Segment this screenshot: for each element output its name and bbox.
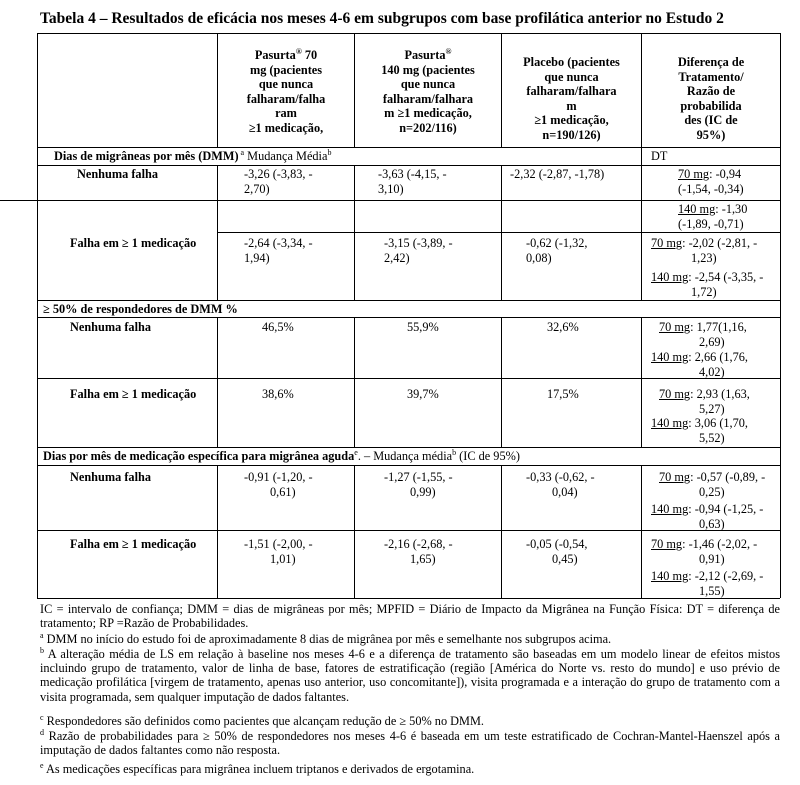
- table-title: Tabela 4 – Resultados de eficácia nos meses 4-6 em subgrupos com base profilática anterior no Estudo 2: [40, 10, 724, 27]
- section-dmm: Dias de migrâneas por mês (DMM) $^a$ Mudança Média$^b$: [54, 147, 332, 163]
- row-label: Nenhuma falha: [70, 320, 151, 334]
- header-difference: Diferença de Tratamento/ Razão de probabilida des (IC de 95%): [677, 55, 745, 142]
- cell-diff-140: 140 mg: 3,06 (1,70, 5,52): [651, 416, 749, 445]
- cell-value: -1,51 (-2,00, - 1,01): [244, 537, 313, 566]
- cell-diff-70: 70 mg: 2,93 (1,63, 5,27): [659, 387, 750, 416]
- cell-diff-140: 140 mg: -2,12 (-2,69, - 1,55): [651, 569, 764, 598]
- cell-value: 32,6%: [547, 320, 579, 334]
- cell-diff-70: 70 mg: -2,02 (-2,81, - 1,23): [651, 236, 758, 265]
- cell-value: 38,6%: [262, 387, 294, 401]
- cell-value: 55,9%: [407, 320, 439, 334]
- cell-value: -2,32 (-2,87, -1,78): [510, 167, 605, 181]
- cell-value: 39,7%: [407, 387, 439, 401]
- footnote-d: $^d$ Razão de probabilidades para ≥ 50% de respondedores nos meses 4-6 é baseada em um teste estratificado de Cochran-Mantel-Haenszel após a imputação de dados faltantes como não resposta.: [40, 727, 780, 758]
- cell-value: -0,91 (-1,20, - 0,61): [244, 470, 313, 499]
- row-label: Falha em ≥ 1 medicação: [70, 387, 197, 401]
- section-dmm-dt: DT: [651, 149, 668, 163]
- cell-value: -3,15 (-3,89, - 2,42): [384, 236, 453, 265]
- footnote-c: $^c$ Respondedores são definidos como pacientes que alcançam redução de ≥ 50% no DMM.: [40, 712, 484, 728]
- cell-diff-140: 140 mg: -0,94 (-1,25, - 0,63): [651, 502, 764, 531]
- cell-diff-140: 140 mg: -2,54 (-3,35, - 1,72): [651, 270, 764, 299]
- cell-value: -0,33 (-0,62, - 0,04): [526, 470, 595, 499]
- cell-value: 17,5%: [547, 387, 579, 401]
- row-label: Falha em ≥ 1 medicação: [70, 537, 197, 551]
- header-placebo: Placebo (pacientes que nunca falharam/falhara m ≥1 medicação, n=190/126): [523, 55, 620, 142]
- cell-value: -3,26 (-3,83, - 2,70): [244, 167, 313, 196]
- cell-value: -2,16 (-2,68, - 1,65): [384, 537, 453, 566]
- section-acute-medication: Dias por mês de medicação específica para migrânea aguda$^e$. – Mudança média$^b$ (IC de 95%): [43, 447, 520, 463]
- cell-value: 46,5%: [262, 320, 294, 334]
- footnote-b: $^b$ A alteração média de LS em relação à baseline nos meses 4-6 e a diferença de tratamento são baseadas em um modelo linear de efeitos mistos incluindo grupo de tratamento, valor de linha de base, fatores de estratificação (região [América do Norte vs. resto do mundo] e uso prévio de medicação profilática [virgem de tratamento, apenas uso anterior, uso concomitante]), visita programada e a interação do grupo de tratamento com a visita programada, sem qualquer imputação de dados faltantes.: [40, 645, 780, 704]
- cell-diff-140: 140 mg: 2,66 (1,76, 4,02): [651, 350, 749, 379]
- cell-diff-70: 70 mg: 1,77(1,16, 2,69): [659, 320, 747, 349]
- cell-value: -1,27 (-1,55, - 0,99): [384, 470, 453, 499]
- cell-diff-70: 70 mg: -0,94 (-1,54, -0,34): [678, 167, 744, 196]
- section-responders: ≥ 50% de respondedores de DMM %: [43, 302, 238, 316]
- footnote-e: $^e$ As medicações específicas para migrânea incluem triptanos e derivados de ergotamina.: [40, 760, 475, 776]
- cell-value: -0,62 (-1,32, 0,08): [526, 236, 588, 265]
- cell-value: -3,63 (-4,15, - 3,10): [378, 167, 447, 196]
- cell-value: -0,05 (-0,54, 0,45): [526, 537, 588, 566]
- header-pasurta-70: Pasurta® 70 mg (pacientes que nunca falharam/falha ram ≥1 medicação,: [246, 46, 326, 135]
- row-label: Nenhuma falha: [77, 167, 158, 181]
- footnote-a: $^a$ DMM no início do estudo foi de aproximadamente 8 dias de migrânea por mês e semelhante nos subgrupos acima.: [40, 630, 612, 646]
- cell-value: -2,64 (-3,34, - 1,94): [244, 236, 313, 265]
- footnote-abbreviations: IC = intervalo de confiança; DMM = dias de migrâneas por mês; MPFID = Diário de Impacto da Migrânea na Função Física: DT = diferença de tratamento; RP =Razão de Probabilidades.: [40, 602, 780, 631]
- cell-diff-140: 140 mg: -1,30 (-1,89, -0,71): [678, 202, 748, 231]
- cell-diff-70: 70 mg: -1,46 (-2,02, - 0,91): [651, 537, 758, 566]
- header-pasurta-140: Pasurta® 140 mg (pacientes que nunca falharam/falhara m ≥1 medicação, n=202/116): [381, 46, 475, 135]
- row-label: Nenhuma falha: [70, 470, 151, 484]
- row-label: Falha em ≥ 1 medicação: [70, 236, 197, 250]
- cell-diff-70: 70 mg: -0,57 (-0,89, - 0,25): [659, 470, 766, 499]
